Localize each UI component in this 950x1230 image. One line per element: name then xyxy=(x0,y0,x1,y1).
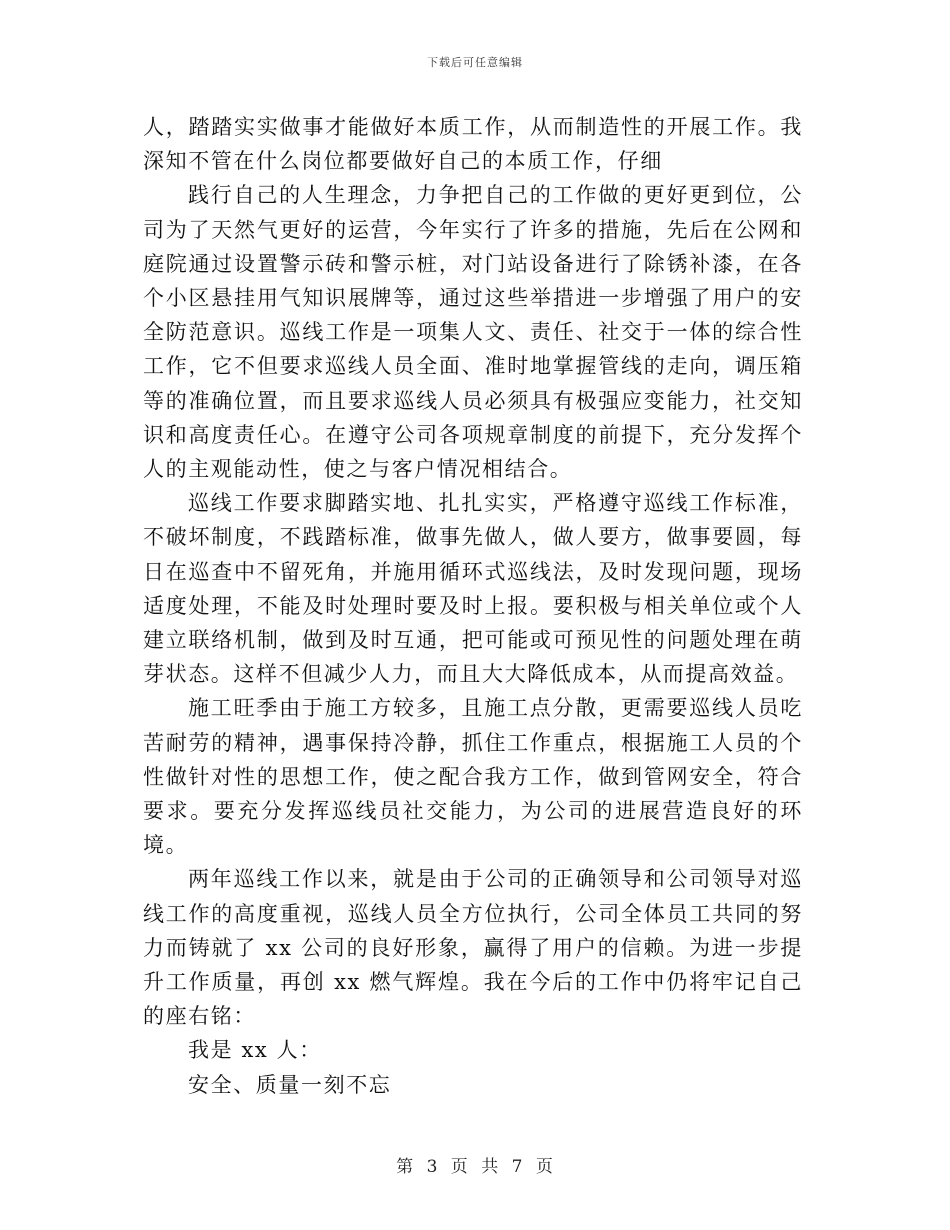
paragraph: 施工旺季由于施工方较多，且施工点分散，更需要巡线人员吃苦耐劳的精神，遇事保持冷静，抓住工作重点，根据施工人员的个性做针对性的思想工作，使之配合我方工作，做到管网安全，符合要求。要充分发挥巡线员社交能力，为公司的进展营造良好的环境。 xyxy=(143,696,803,858)
paragraph: 践行自己的人生理念，力争把自己的工作做的更好更到位，公司为了天然气更好的运营，今年实行了许多的措施，先后在公网和庭院通过设置警示砖和警示桩，对门站设备进行了除锈补漆，在各个小区悬挂用气知识展牌等，通过这些举措进一步增强了用户的安全防范意识。巡线工作是一项集人文、责任、社交于一体的综合性工作，它不但要求巡线人员全面、准时地掌握管线的走向，调压箱等的准确位置，而且要求巡线人员必须具有极强应变能力，社交知识和高度责任心。在遵守公司各项规章制度的前提下，充分发挥个人的主观能动性，使之与客户情况相结合。 xyxy=(143,183,803,482)
paragraph: 两年巡线工作以来，就是由于公司的正确领导和公司领导对巡线工作的高度重视，巡线人员全方位执行，公司全体员工共同的努力而铸就了 xx 公司的良好形象，赢得了用户的信赖。为进一步提升工作质量，再创 xx 燃气辉煌。我在今后的工作中仍将牢记自己的座右铭： xyxy=(143,867,803,1029)
document-body xyxy=(143,110,803,1102)
paragraph: 巡线工作要求脚踏实地、扎扎实实，严格遵守巡线工作标准，不破坏制度，不践踏标准，做事先做人，做人要方，做事要圆，每日在巡查中不留死角，并施用循环式巡线法，及时发现问题，现场适度处理，不能及时处理时要及时上报。要积极与相关单位或个人建立联络机制，做到及时互通，把可能或可预见性的问题处理在萌芽状态。这样不但减少人力，而且大大降低成本，从而提高效益。 xyxy=(143,491,803,687)
page-header: 下载后可任意编辑 xyxy=(427,56,523,69)
motto-line: 安全、质量一刻不忘 xyxy=(188,1072,392,1097)
page-number-footer: 第 3 页 共 7 页 xyxy=(396,1157,554,1177)
paragraph-continued: 人，踏踏实实做事才能做好本质工作，从而制造性的开展工作。我深知不管在什么岗位都要做好自己的本质工作，仔细 xyxy=(143,115,803,174)
motto-intro: 我是 xx 人： xyxy=(188,1038,322,1063)
